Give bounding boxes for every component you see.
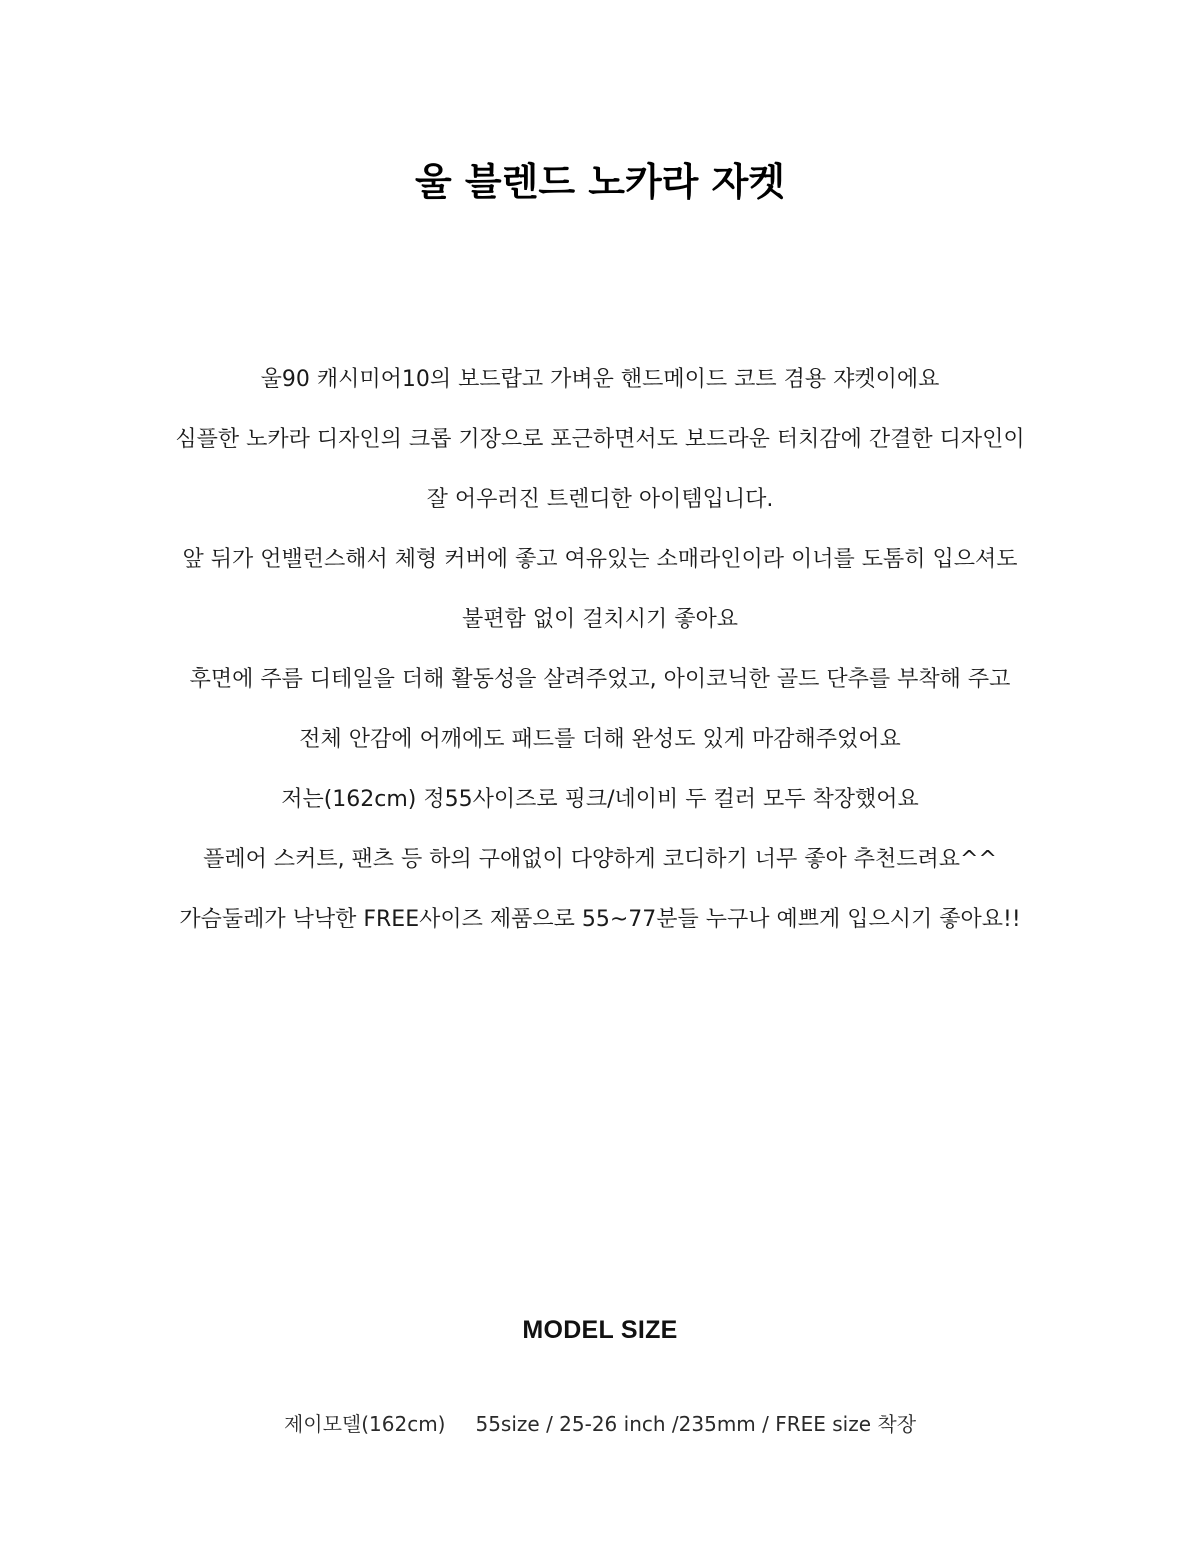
description-line: 가슴둘레가 낙낙한 FREE사이즈 제품으로 55~77분들 누구나 예쁘게 입으시기 좋아요!! — [179, 907, 1021, 932]
description-line: 저는(162cm) 정55사이즈로 핑크/네이비 두 컬러 모두 착장했어요 — [281, 787, 919, 812]
product-title: 울 블렌드 노카라 자켓 — [414, 160, 786, 204]
description-line: 잘 어우러진 트렌디한 아이템입니다. — [426, 487, 774, 512]
description-line: 플레어 스커트, 팬츠 등 하의 구애없이 다양하게 코디하기 너무 좋아 추천드려요^^ — [203, 847, 997, 872]
model-size-heading: MODEL SIZE — [522, 1316, 678, 1344]
description-line: 심플한 노카라 디자인의 크롭 기장으로 포근하면서도 보드라운 터치감에 간결한 디자인이 — [175, 427, 1025, 452]
model-size-info — [0, 1404, 1200, 1444]
description-line: 후면에 주름 디테일을 더해 활동성을 살려주었고, 아이코닉한 골드 단추를 부착해 주고 — [189, 667, 1011, 692]
description-line: 앞 뒤가 언밸런스해서 체형 커버에 좋고 여유있는 소매라인이라 이너를 도톰히 입으셔도 — [182, 547, 1018, 572]
model-name: 제이모델(162cm) — [283, 1412, 446, 1436]
product-description — [0, 350, 1200, 950]
description-line: 불편함 없이 걸치시기 좋아요 — [461, 607, 738, 632]
model-size-details: 55size / 25-26 inch /235mm / FREE size 착장 — [475, 1412, 917, 1436]
description-line: 전체 안감에 어깨에도 패드를 더해 완성도 있게 마감해주었어요 — [299, 727, 901, 752]
description-line: 울90 캐시미어10의 보드랍고 가벼운 핸드메이드 코트 겸용 쟈켓이에요 — [260, 367, 940, 392]
